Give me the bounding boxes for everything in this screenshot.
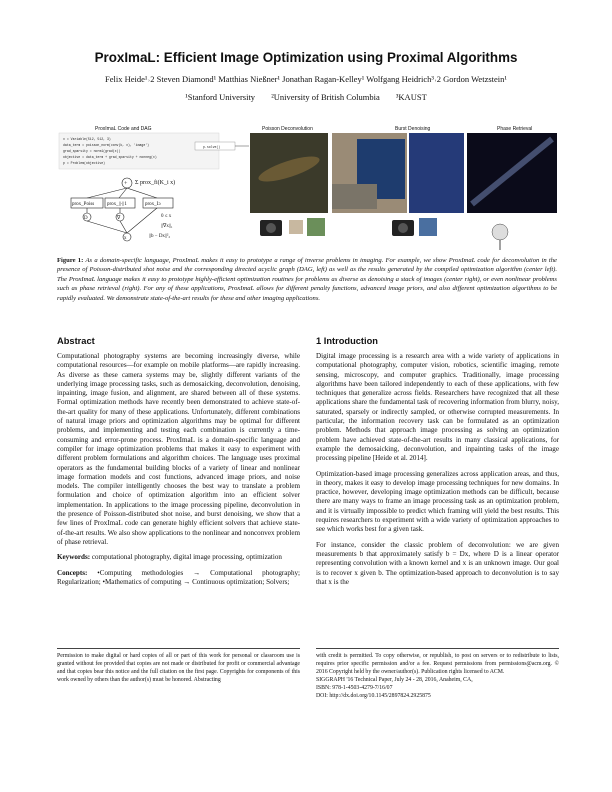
- concepts-label: Concepts:: [57, 568, 88, 577]
- dag-label-data: ||b − Dx||²₂: [149, 234, 171, 239]
- caption-text: As a domain-specific language, ProxImaL makes it easy to prototype a range of inverse problems in imaging. For example, we show ProxImaL code for deconvolution in the presence of Poisson-distributed shot noise and the corresponding directed acyclic graph (DAG, left) as well as the results generated by the compiled optimization algorithm (center left). The ProxImaL language makes it easy to prototype highly-efficient optimization routines for problems as diverse as denoising a stack of images (center right), or even nonlinear problems such as phase retrieval (right). For any of these applications, ProxImaL allows for different penalty functions, advanced image priors, and also different optimization algorithms to be rapidly evaluated. We demonstrate state-of-the-art results for these and other imaging applications.: [57, 257, 557, 302]
- teaser-figure: [57, 124, 557, 254]
- code-line: x = Variable(512, 512, 3): [63, 137, 111, 141]
- code-line: data_term = poisson_norm(conv(k, x), 'image'): [63, 143, 150, 147]
- dag-node-x: x: [124, 236, 127, 241]
- footnote-rule: [57, 648, 300, 649]
- isbn-text: ISBN: 978-1-4503-4279-7/16/07: [316, 685, 393, 691]
- permission-right-text: with credit is permitted. To copy otherwise, or republish, to post on servers or to redistribute to lists, requires prior specific permission and/or a fee. Request permissions from permissions@acm.org. © 2016 Copyright held by the owner/author(s). Publication rights licensed to ACM.: [316, 653, 559, 675]
- footnote-rule: [316, 648, 559, 649]
- permission-right: [316, 652, 559, 700]
- panel-title-code: ProxImaL Code and DAG: [95, 126, 152, 132]
- intro-paragraph: Digital image processing is a research area with a wide variety of applications in computational photography, computer vision, robotics, scientific imaging, remote sensing, microscopy, and computer graphics. Traditionally, image processing algorithms have been tailored independently to each of these applications, with few techniques that generalize across fields. Researchers have recognized that all these applications share the fundamental task of recovering information from blurry, noisy, saturated, sparsely or indirectly sampled, or otherwise corrupted measurements. In particular, the information recovery task can be formulated as an optimization problem. Methods that approach image processing as solving an optimization problem have achieved state-of-the-art results in many classical applications, for example the demosaicking, deconvolution, and inpainting tasks of the image processing pipeline [Heide et al. 2014].: [316, 352, 559, 463]
- dag-label-tv: ||∇x||₁: [161, 224, 173, 229]
- dag-prox-poiss: prox_Poiss: [72, 202, 95, 207]
- panel-title-denoising: Burst Denoising: [395, 126, 431, 132]
- solve-label: p.solve(): [203, 145, 221, 149]
- intro-paragraph: For instance, consider the classic problem of deconvolution: we are given measurements b that approximately satisfy b = Dx, where D is a linear operator representing convolution with a known kernel and x is an unknown image. Our goal is to recover x given b. The optimization-based approach to deconvolution is to say that x is the: [316, 540, 559, 586]
- figure-caption: [57, 256, 557, 303]
- permission-left: Permission to make digital or hard copies of all or part of this work for personal or classroom use is granted without fee provided that copies are not made or distributed for profit or commercial advantage and that copies bear this notice and the full citation on the first page. Copyrights for components of this work owned by others than the author(s) must be honored. Abstracting: [57, 653, 300, 683]
- affiliations: [0, 92, 612, 102]
- panel-title-deconvolution: Poisson Deconvolution: [262, 126, 313, 132]
- author-list: Felix Heide¹˒2 Steven Diamond¹ Matthias Nießner¹ Jonathan Ragan-Kelley¹ Wolfgang Heidrich³˒2 Gordon Wetzstein¹: [105, 74, 507, 84]
- dag-label-nonneg: 0 ≤ x: [161, 214, 172, 219]
- abstract-heading: Abstract: [57, 336, 95, 346]
- abstract-column: [57, 352, 300, 593]
- venue-text: SIGGRAPH '16 Technical Paper, July 24 - 28, 2016, Anaheim, CA,: [316, 677, 473, 683]
- sensor-pattern-icon: [419, 218, 437, 236]
- kernel-icon: [289, 220, 303, 234]
- dag-diagram: [71, 178, 176, 241]
- intro-column: [316, 352, 559, 593]
- abstract-text: Computational photography systems are becoming increasingly diverse, while computational resources—for example on mobile platforms—are rapidly increasing. As diverse as these camera systems may be, slightly different variants of the underlying image processing tasks, such as demosaicking, deconvolution, denoising, inpainting, image fusion, and alignment, are shared between all of these systems. Formal optimization methods have recently been demonstrated to achieve state-of-the-art quality for many of these applications. Unfortunately, different combinations of natural image priors and optimization algorithms may be optimal for different problems, and implementing and testing each combination is currently a time-consuming and error-prone process. ProxImaL is a domain-specific language and compiler for image optimization problems that makes it easy to experiment with different problem formulations and algorithm choices. The language uses proximal operators as the fundamental building blocks of a variety of linear and nonlinear image formation models and cost functions, advanced image priors, and noise models. The compiler intelligently chooses the best way to translate a problem formulation and choice of optimization algorithm into an efficient solver implementation. In applications to the image processing pipeline, deconvolution in the presence of Poisson-distributed shot noise, and burst denoising, we show that a few lines of ProxImaL code can generate highly efficient solvers that achieve state-of-the-art results. We also show applications to the nonlinear and nonconvex problem of phase retrieval.: [57, 352, 300, 546]
- sensor-pattern-icon: [307, 218, 325, 236]
- affiliation-ubc: ²University of British Columbia: [271, 92, 380, 102]
- keywords-text: computational photography, digital image processing, optimization: [91, 553, 282, 562]
- paper-title: ProxImaL: Efficient Image Optimization using Proximal Algorithms: [94, 50, 518, 65]
- affiliation-kaust: ³KAUST: [395, 92, 427, 102]
- caption-label: Figure 1:: [57, 257, 84, 264]
- affiliation-stanford: ¹Stanford University: [185, 92, 256, 102]
- dag-sum-node: +: [124, 181, 128, 187]
- code-line: objective = data_term + grad_sparsity + nonneg(x): [63, 155, 157, 159]
- doi-text: DOI: http://dx.doi.org/10.1145/2897824.2925875: [316, 693, 431, 699]
- code-line: grad_sparsity = norm1(grad(x)): [63, 149, 121, 153]
- dag-prox-l1: prox_||·||1: [107, 202, 127, 207]
- intro-paragraph: Optimization-based image processing generalizes across application areas, and thus, in theory, makes it easy to develop image processing techniques for new domains. In practice, however, developing image optimization methods can be difficult, because there are many ways to frame an image processing task as an optimization problem, and it is virtually impossible to predict which framing will yield the best results. This requires researchers to experiment with a wide variety of optimization approaches to see which works best for a given task.: [316, 469, 559, 534]
- dag-node-d: D: [84, 216, 88, 221]
- dag-prox-nonneg: prox_I≥: [145, 202, 162, 207]
- concepts-text: •Computing methodologies → Computational photography; Regularization; •Mathematics of computing → Continuous optimization; Solvers;: [57, 568, 301, 586]
- keywords-label: Keywords:: [57, 553, 91, 562]
- satellite-dish-icon: [492, 224, 508, 240]
- dag-prox-sum-label: Σ prox_fi(K_i x): [135, 180, 176, 186]
- code-line: p = Problem(objective): [63, 161, 106, 165]
- panel-title-phase: Phase Retrieval: [497, 126, 533, 132]
- burst-stack-photo: [409, 133, 464, 213]
- dag-node-grad: ∇: [117, 216, 121, 221]
- intro-heading: 1 Introduction: [316, 336, 378, 346]
